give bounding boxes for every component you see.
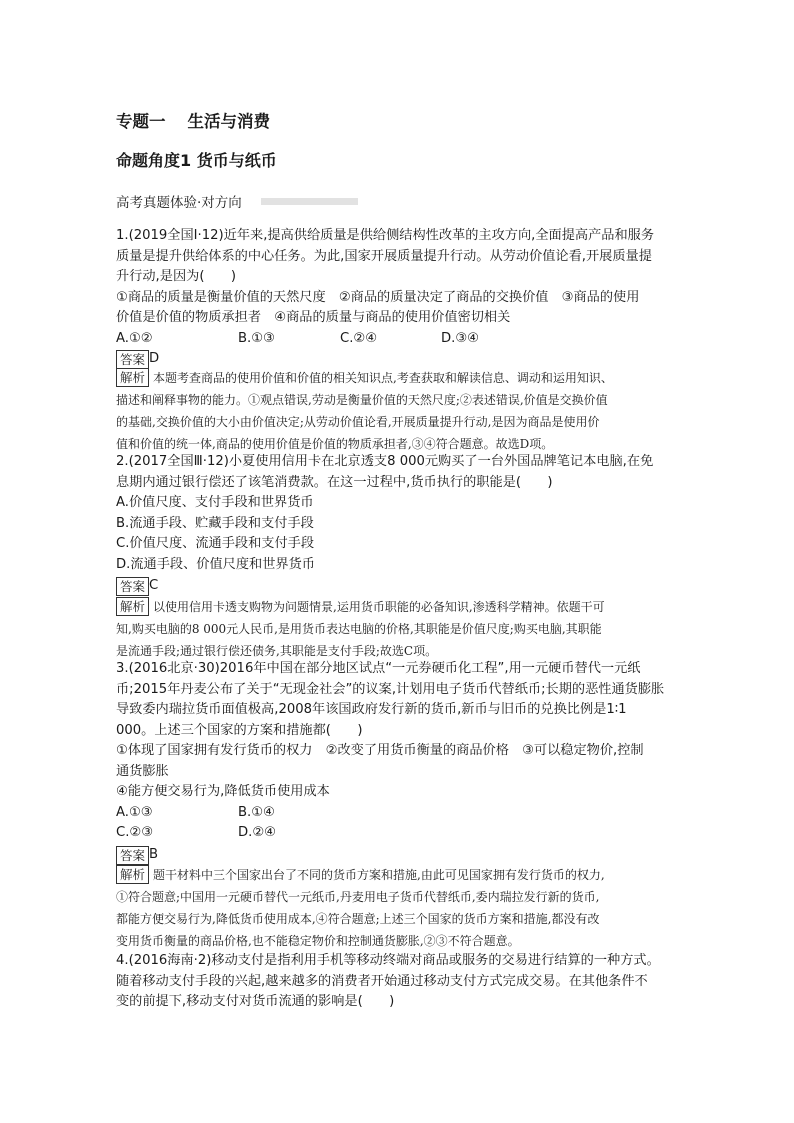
question-line: 升行动,是因为( ) [116, 269, 236, 284]
question-line: ①体现了国家拥有发行货币的权力 ②改变了用货币衡量的商品价格 ③可以稳定物价,控制 [116, 743, 644, 758]
answer-tag: 答案 [116, 846, 149, 865]
topic-number: 专题一 [116, 112, 166, 131]
option-b: B.①③ [238, 330, 275, 346]
question-line: 随着移动支付手段的兴起,越来越多的消费者开始通过移动支付方式完成交易。在其他条件不 [116, 973, 648, 989]
question-3 [116, 659, 682, 844]
option-a: A.①② [116, 330, 153, 346]
explanation-2 [116, 596, 682, 662]
explain-line: 描述和阐释事物的能力。①观点错误,劳动是衡量价值的天然尺度;②表述错误,价值是交换价值 [116, 393, 608, 407]
question-line: 通货膨胀 [116, 763, 169, 779]
question-line: 2.(2017全国Ⅲ·12)小夏使用信用卡在北京透支8 000元购买了一台外国品牌笔记本电脑,在免 [116, 454, 654, 469]
topic-title [116, 108, 270, 132]
question-line: ①商品的质量是衡量价值的天然尺度 ②商品的质量决定了商品的交换价值 ③商品的使用 [116, 289, 640, 305]
topic-name: 生活与消费 [187, 112, 270, 131]
question-line: 导致委内瑞拉货币面值极高,2008年该国政府发行新的货币,新币与旧币的兑换比例是1∶1 [116, 702, 627, 717]
option-c: C.②③ [116, 825, 154, 840]
option-d: D.③④ [441, 330, 479, 346]
explain-tag: 解析 [116, 597, 149, 616]
options-row [116, 823, 682, 844]
answer-3 [116, 845, 682, 866]
answer-value: B [149, 847, 159, 862]
answer-value: C [149, 578, 159, 593]
explanation-3 [116, 864, 682, 952]
question-1 [116, 226, 682, 349]
question-4 [116, 951, 682, 1013]
answer-tag: 答案 [116, 350, 149, 369]
explain-line: 知,购买电脑的8 000元人民币,是用货币表达电脑的价格,其职能是价值尺度;购买电脑,其职能 [116, 622, 602, 636]
explain-line: 是流通手段;通过银行偿还债务,其职能是支付手段;故选C项。 [116, 644, 438, 658]
explain-line: 值和价值的统一体,商品的使用价值是价值的物质承担者,③④符合题意。故选D项。 [116, 437, 554, 451]
explain-line: 题干材料中三个国家出台了不同的货币方案和措施,由此可见国家拥有发行货币的权力, [153, 868, 605, 882]
option-c: C.②④ [340, 330, 378, 346]
explain-line: 以使用信用卡透支购物为问题情景,运用货币职能的必备知识,渗透科学精神。依题干可 [153, 600, 605, 614]
explain-tag: 解析 [116, 368, 149, 387]
explanation-1 [116, 367, 682, 455]
question-line: 1.(2019全国Ⅰ·12)近年来,提高供给质量是供给侧结构性改革的主攻方向,全面提高产品和服务 [116, 228, 655, 243]
section-decoration-bar [261, 198, 358, 205]
options-row [116, 329, 682, 350]
subtopic-title: 命题角度1 货币与纸币 [116, 151, 277, 170]
section-heading: 高考真题体验·对方向 [116, 195, 242, 211]
options-row [116, 803, 682, 824]
answer-tag: 答案 [116, 577, 149, 596]
answer-2 [116, 576, 682, 597]
explain-line: 变用货币衡量的商品价格,也不能稳定物价和控制通货膨胀,②③不符合题意。 [116, 934, 520, 948]
question-line: 价值是价值的物质承担者 ④商品的质量与商品的使用价值密切相关 [116, 310, 511, 325]
question-line: 质量是提升供给体系的中心任务。为此,国家开展质量提升行动。从劳动价值论看,开展质量提 [116, 248, 652, 264]
option-b: B.①④ [238, 804, 275, 820]
question-line: 000。上述三个国家的方案和措施都( ) [116, 722, 363, 738]
question-line: ④能方便交易行为,降低货币使用成本 [116, 784, 330, 799]
option-b: B.流通手段、贮藏手段和支付手段 [116, 515, 314, 531]
explain-line: 都能方便交易行为,降低货币使用成本,④符合题意;上述三个国家的货币方案和措施,都没有改 [116, 912, 600, 926]
question-2 [116, 452, 682, 575]
question-line: 变的前提下,移动支付对货币流通的影响是( ) [116, 994, 395, 1009]
question-line: 4.(2016海南·2)移动支付是指利用手机等移动终端对商品或服务的交易进行结算的一种方式。 [116, 953, 660, 968]
question-line: 3.(2016北京·30)2016年中国在部分地区试点“一元券硬币化工程”,用一元硬币替代一元纸 [116, 661, 641, 676]
option-a: A.①③ [116, 804, 153, 820]
option-d: D.②④ [238, 825, 276, 840]
question-line: 息期内通过银行偿还了该笔消费款。在这一过程中,货币执行的职能是( ) [116, 474, 553, 490]
question-line: 币;2015年丹麦公布了关于“无现金社会”的议案,计划用电子货币代替纸币;长期的恶性通货膨胀 [116, 681, 665, 697]
answer-value: D [149, 351, 160, 366]
explain-tag: 解析 [116, 865, 149, 884]
option-c: C.价值尺度、流通手段和支付手段 [116, 536, 315, 551]
explain-line: 本题考查商品的使用价值和价值的相关知识点,考查获取和解读信息、调动和运用知识、 [153, 371, 613, 385]
explain-line: ①符合题意;中国用一元硬币替代一元纸币,丹麦用电子货币代替纸币,委内瑞拉发行新的货币, [116, 890, 600, 904]
option-a: A.价值尺度、支付手段和世界货币 [116, 495, 314, 510]
explain-line: 的基础,交换价值的大小由价值决定;从劳动价值论看,开展质量提升行动,是因为商品是使用价 [116, 415, 600, 429]
option-d: D.流通手段、价值尺度和世界货币 [116, 556, 315, 572]
